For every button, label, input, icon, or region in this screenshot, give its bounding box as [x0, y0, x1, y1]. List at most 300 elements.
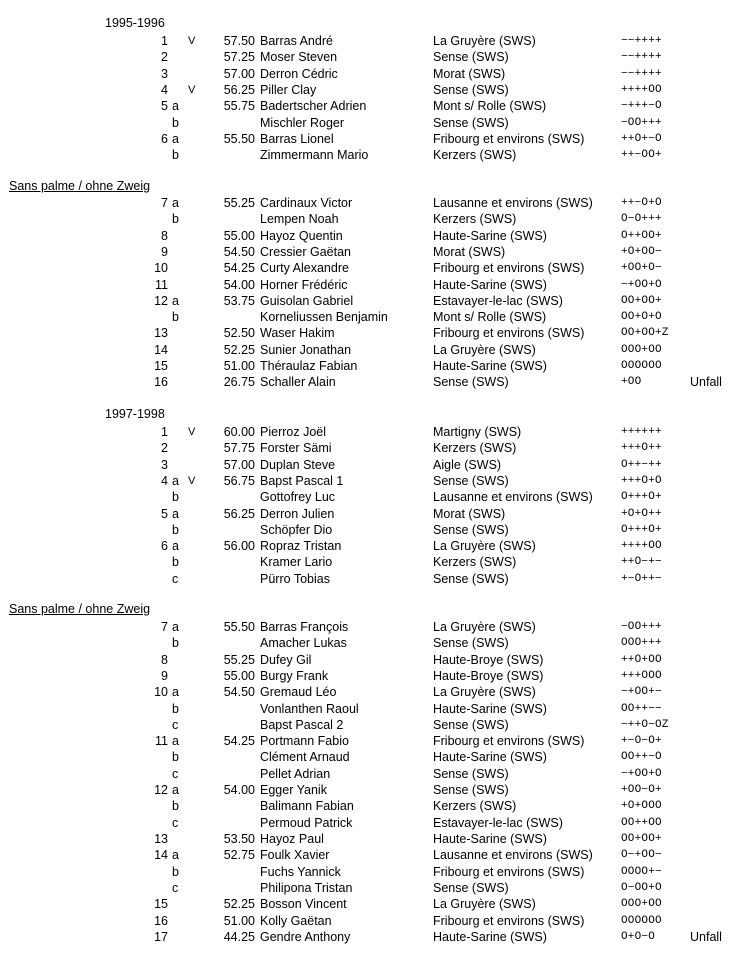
athlete-name: Badertscher Adrien [260, 99, 367, 114]
result-row [0, 489, 744, 505]
rank: 7 [161, 196, 168, 210]
result-series: O−OO+O [621, 881, 662, 894]
athlete-name: Gendre Anthony [260, 929, 351, 944]
result-series: +OO [621, 376, 642, 389]
sub-rank: c [172, 880, 179, 895]
result-series: −−++++ [621, 35, 662, 47]
rank: 13 [154, 832, 168, 847]
score: 51.00 [223, 359, 255, 374]
sub-rank: b [172, 701, 179, 716]
result-series: O++−++ [621, 458, 662, 471]
result-series: O−O+++ [621, 213, 662, 226]
result-series: +++O+O [621, 474, 662, 487]
athlete-name: Hayoz Paul [260, 832, 324, 847]
club: Fribourg et environs (SWS) [433, 131, 585, 146]
club: Sense (SWS) [433, 766, 509, 781]
result-series: OO+OO+ [621, 294, 662, 307]
result-row [0, 277, 744, 293]
club: Morat (SWS) [433, 66, 506, 81]
result-row [0, 896, 744, 912]
club: Lausanne et environs (SWS) [433, 196, 593, 210]
result-row [0, 929, 744, 945]
result-series: −OO+++ [621, 116, 662, 129]
club: Estavayer-le-lac (SWS) [433, 815, 563, 830]
club: Fribourg et environs (SWS) [433, 734, 585, 749]
club: Kerzers (SWS) [433, 212, 517, 227]
athlete-name: Théraulaz Fabian [260, 359, 358, 374]
club: Fribourg et environs (SWS) [433, 913, 585, 928]
result-row [0, 293, 744, 309]
athlete-name: Pierroz Joël [260, 425, 326, 439]
result-series: −−++++ [621, 67, 662, 80]
club: Haute-Broye (SWS) [433, 652, 544, 667]
result-series: +OO+O− [621, 262, 662, 275]
club: Sense (SWS) [433, 717, 509, 732]
score: 53.50 [223, 832, 255, 847]
rank: 12 [154, 293, 168, 308]
score: 56.75 [223, 473, 255, 488]
club: Sense (SWS) [433, 50, 509, 65]
score: 55.25 [223, 652, 255, 667]
result-series: OO++OO [621, 816, 662, 829]
score: 55.50 [223, 131, 255, 146]
result-series: −−++++ [621, 51, 662, 64]
sub-rank: a [172, 293, 179, 308]
club: Aigle (SWS) [433, 457, 502, 472]
athlete-name: Schöpfer Dio [260, 522, 333, 537]
result-row [0, 325, 744, 341]
note: Unfall [690, 375, 722, 390]
result-series: −++O−OZ [621, 718, 669, 731]
sub-rank: b [172, 115, 179, 130]
result-series: −+++−O [621, 100, 662, 113]
result-series: O−+OO− [621, 849, 662, 862]
sub-rank: b [172, 555, 179, 570]
club: La Gruyère (SWS) [433, 620, 536, 634]
athlete-name: Philipona Tristan [260, 880, 353, 895]
rank: 2 [161, 50, 168, 65]
score: 54.00 [223, 783, 255, 798]
result-row [0, 115, 744, 131]
result-row [0, 652, 744, 668]
score: 55.75 [223, 99, 255, 114]
result-row [0, 635, 744, 651]
result-series: −+OO+O [621, 278, 662, 291]
sub-rank: b [172, 490, 179, 505]
athlete-name: Gremaud Léo [260, 685, 337, 700]
result-series: ++++OO [621, 540, 662, 553]
score: 57.75 [223, 441, 255, 456]
rank: 15 [154, 897, 168, 912]
sub-rank: a [172, 620, 179, 634]
palm-mark: V [188, 426, 196, 438]
sub-rank: a [172, 539, 179, 554]
score: 55.00 [223, 228, 255, 243]
athlete-name: Bapst Pascal 1 [260, 473, 344, 488]
sub-rank: b [172, 864, 179, 879]
sub-rank: c [172, 766, 179, 781]
athlete-name: Horner Frédéric [260, 277, 348, 292]
result-row [0, 522, 744, 538]
result-row [0, 374, 744, 390]
club: Haute-Sarine (SWS) [433, 701, 547, 716]
athlete-name: Duplan Steve [260, 457, 336, 472]
result-series: ++O−+− [621, 556, 662, 569]
result-row [0, 619, 744, 635]
club: Sense (SWS) [433, 522, 509, 537]
result-series: ++O+OO [621, 653, 662, 666]
club: Sense (SWS) [433, 571, 509, 586]
athlete-name: Derron Julien [260, 506, 335, 521]
score: 57.00 [223, 66, 255, 81]
result-series: −OO+++ [621, 621, 662, 633]
sub-rank: a [172, 848, 179, 863]
club: Sense (SWS) [433, 783, 509, 798]
athlete-name: Amacher Lukas [260, 636, 347, 651]
club: Haute-Sarine (SWS) [433, 832, 547, 847]
result-row [0, 211, 744, 227]
rank: 5 [161, 506, 168, 521]
rank: 16 [154, 913, 168, 928]
rank: 5 [161, 99, 168, 114]
result-series: +OO−O+ [621, 784, 662, 797]
club: Kerzers (SWS) [433, 441, 517, 456]
sub-rank: a [172, 99, 179, 114]
athlete-name: Clément Arnaud [260, 750, 350, 765]
rank: 8 [161, 228, 168, 243]
result-row [0, 880, 744, 896]
athlete-name: Cressier Gaëtan [260, 244, 352, 259]
sub-rank: a [172, 473, 179, 488]
group-heading: Sans palme / ohne Zweig [9, 179, 151, 193]
result-series: OO+O+O [621, 311, 662, 324]
athlete-name: Lempen Noah [260, 212, 339, 227]
club: La Gruyère (SWS) [433, 34, 536, 48]
result-row [0, 847, 744, 863]
group-heading: Sans palme / ohne Zweig [9, 602, 151, 616]
athlete-name: Kolly Gaëtan [260, 913, 332, 928]
club: La Gruyère (SWS) [433, 539, 536, 554]
club: Morat (SWS) [433, 506, 506, 521]
score: 56.25 [223, 82, 255, 97]
result-row [0, 684, 744, 700]
result-row [0, 228, 744, 244]
club: Haute-Broye (SWS) [433, 668, 544, 683]
athlete-name: Forster Sämi [260, 441, 332, 456]
athlete-name: Pellet Adrian [260, 766, 331, 781]
result-series: −+OO+O [621, 767, 662, 780]
sub-rank: a [172, 734, 179, 749]
rank: 6 [161, 539, 168, 554]
result-row [0, 260, 744, 276]
athlete-name: Piller Clay [260, 82, 317, 97]
rank: 8 [161, 652, 168, 667]
club: Lausanne et environs (SWS) [433, 848, 593, 863]
result-row [0, 506, 744, 522]
rank: 4 [161, 82, 168, 97]
athlete-name: Egger Yanik [260, 783, 327, 798]
club: Kerzers (SWS) [433, 555, 517, 570]
result-row [0, 309, 744, 325]
score: 52.50 [223, 326, 255, 341]
score: 54.50 [223, 244, 255, 259]
result-row [0, 766, 744, 782]
result-row [0, 571, 744, 587]
result-series: OO+OO+Z [621, 327, 669, 340]
club: Sense (SWS) [433, 82, 509, 97]
sub-rank: b [172, 799, 179, 814]
club: Haute-Sarine (SWS) [433, 359, 547, 374]
club: Haute-Sarine (SWS) [433, 750, 547, 765]
score: 54.00 [223, 277, 255, 292]
rank: 16 [154, 375, 168, 390]
score: 56.25 [223, 506, 255, 521]
rank: 11 [155, 277, 168, 292]
result-series: +++OOO [621, 669, 662, 682]
note: Unfall [690, 929, 722, 944]
result-series: O++OO+ [621, 229, 662, 242]
palm-mark: V [188, 35, 196, 47]
rank: 9 [161, 244, 168, 259]
athlete-name: Ropraz Tristan [260, 539, 342, 554]
sub-rank: a [172, 196, 179, 210]
athlete-name: Zimmermann Mario [260, 148, 369, 163]
rank: 17 [154, 929, 168, 944]
athlete-name: Barras André [260, 34, 333, 48]
club: Kerzers (SWS) [433, 799, 517, 814]
rank: 1 [161, 34, 168, 48]
result-row [0, 749, 744, 765]
result-series: OOOO+− [621, 865, 662, 878]
result-series: −+OO+− [621, 686, 662, 699]
sub-rank: b [172, 148, 179, 163]
result-series: +O+OOO [621, 800, 662, 813]
rank: 6 [161, 131, 168, 146]
result-series: OOO+OO [621, 898, 662, 911]
rank: 4 [161, 473, 168, 488]
result-row [0, 717, 744, 733]
score: 60.00 [223, 425, 255, 439]
rank: 13 [154, 326, 168, 341]
result-row [0, 147, 744, 163]
result-row [0, 913, 744, 929]
result-row [0, 782, 744, 798]
club: La Gruyère (SWS) [433, 685, 536, 700]
club: Estavayer-le-lac (SWS) [433, 293, 563, 308]
result-series: OOOOOO [621, 914, 662, 927]
result-series: ++++++ [621, 426, 662, 438]
club: Mont s/ Rolle (SWS) [433, 99, 547, 114]
club: Sense (SWS) [433, 636, 509, 651]
rank: 15 [154, 359, 168, 374]
club: Mont s/ Rolle (SWS) [433, 310, 547, 325]
result-series: +O+OO− [621, 245, 662, 258]
result-row [0, 82, 744, 98]
score: 54.25 [223, 261, 255, 276]
rank: 1 [161, 425, 168, 439]
score: 55.50 [223, 620, 255, 634]
club: La Gruyère (SWS) [433, 897, 536, 912]
club: Haute-Sarine (SWS) [433, 228, 547, 243]
score: 51.00 [223, 913, 255, 928]
sub-rank: a [172, 131, 179, 146]
result-row [0, 733, 744, 749]
club: Lausanne et environs (SWS) [433, 490, 593, 505]
result-row [0, 440, 744, 456]
score: 44.25 [223, 929, 255, 944]
athlete-name: Balimann Fabian [260, 799, 354, 814]
result-row [0, 864, 744, 880]
score: 57.25 [223, 50, 255, 65]
result-series: +++O++ [621, 442, 662, 455]
result-series: ++−O+O [621, 197, 662, 209]
club: Sense (SWS) [433, 375, 509, 390]
result-series: O+O−O [621, 930, 656, 943]
result-row [0, 98, 744, 114]
athlete-name: Vonlanthen Raoul [260, 701, 359, 716]
sub-rank: b [172, 212, 179, 227]
athlete-name: Sunier Jonathan [260, 342, 352, 357]
palm-mark: V [188, 83, 196, 96]
result-row [0, 473, 744, 489]
result-series: OO++−O [621, 751, 662, 764]
palm-mark: V [188, 474, 196, 487]
club: Sense (SWS) [433, 115, 509, 130]
sub-rank: b [172, 522, 179, 537]
result-row [0, 701, 744, 717]
sub-rank: b [172, 310, 179, 325]
result-row [0, 668, 744, 684]
sub-rank: a [172, 685, 179, 700]
rank: 14 [154, 342, 168, 357]
rank: 14 [154, 848, 168, 863]
result-row [0, 457, 744, 473]
score: 57.50 [223, 34, 255, 48]
score: 57.00 [223, 457, 255, 472]
athlete-name: Waser Hakim [260, 326, 335, 341]
result-series: O+++O+ [621, 491, 662, 504]
club: Sense (SWS) [433, 880, 509, 895]
score: 53.75 [223, 293, 255, 308]
result-row [0, 66, 744, 82]
result-series: ++++OO [621, 83, 662, 96]
rank: 10 [154, 685, 168, 700]
club: Kerzers (SWS) [433, 148, 517, 163]
score: 54.25 [223, 734, 255, 749]
sub-rank: a [172, 506, 179, 521]
result-row [0, 33, 744, 49]
section-title: 1997-1998 [105, 407, 165, 421]
rank: 7 [161, 620, 168, 634]
sub-rank: c [172, 571, 179, 586]
athlete-name: Bapst Pascal 2 [260, 717, 344, 732]
athlete-name: Barras Lionel [260, 131, 334, 146]
result-row [0, 538, 744, 554]
rank: 3 [161, 457, 168, 472]
result-row [0, 815, 744, 831]
sub-rank: b [172, 750, 179, 765]
club: Morat (SWS) [433, 244, 506, 259]
club: Haute-Sarine (SWS) [433, 277, 547, 292]
athlete-name: Hayoz Quentin [260, 228, 343, 243]
athlete-name: Guisolan Gabriel [260, 293, 354, 308]
result-row [0, 554, 744, 570]
sub-rank: c [172, 815, 179, 830]
athlete-name: Fuchs Yannick [260, 864, 341, 879]
athlete-name: Permoud Patrick [260, 815, 353, 830]
result-series: OOOOOO [621, 360, 662, 373]
club: Sense (SWS) [433, 473, 509, 488]
rank: 9 [161, 668, 168, 683]
result-series: OOO+++ [621, 637, 662, 650]
result-series: O+++O+ [621, 523, 662, 536]
club: Martigny (SWS) [433, 425, 522, 439]
rank: 12 [154, 783, 168, 798]
score: 52.75 [223, 848, 255, 863]
result-row [0, 342, 744, 358]
rank: 2 [161, 441, 168, 456]
club: Fribourg et environs (SWS) [433, 261, 585, 276]
rank: 11 [155, 734, 168, 749]
score: 52.25 [223, 342, 255, 357]
score: 52.25 [223, 897, 255, 912]
result-series: +O+O++ [621, 507, 662, 520]
athlete-name: Cardinaux Victor [260, 196, 353, 210]
result-row [0, 131, 744, 147]
result-series: OO++−− [621, 702, 662, 715]
athlete-name: Bosson Vincent [260, 897, 347, 912]
athlete-name: Mischler Roger [260, 115, 345, 130]
club: Fribourg et environs (SWS) [433, 864, 585, 879]
athlete-name: Schaller Alain [260, 375, 336, 390]
sub-rank: b [172, 636, 179, 651]
section-title: 1995-1996 [105, 16, 165, 30]
result-row [0, 831, 744, 847]
athlete-name: Foulk Xavier [260, 848, 330, 863]
athlete-name: Kramer Lario [260, 555, 333, 570]
club: Fribourg et environs (SWS) [433, 326, 585, 341]
result-series: ++−OO+ [621, 149, 662, 162]
score: 55.00 [223, 668, 255, 683]
rank: 10 [154, 261, 168, 276]
result-row [0, 798, 744, 814]
club: La Gruyère (SWS) [433, 342, 536, 357]
athlete-name: Derron Cédric [260, 66, 338, 81]
result-series: ++O+−O [621, 132, 662, 145]
result-series: +−O−O+ [621, 735, 662, 748]
sub-rank: a [172, 783, 179, 798]
result-series: OOO+OO [621, 343, 662, 356]
result-row [0, 424, 744, 440]
result-row [0, 195, 744, 211]
result-row [0, 49, 744, 65]
rank: 3 [161, 66, 168, 81]
athlete-name: Barras François [260, 620, 349, 634]
athlete-name: Curty Alexandre [260, 261, 349, 276]
score: 56.00 [223, 539, 255, 554]
athlete-name: Pürro Tobias [260, 571, 330, 586]
athlete-name: Dufey Gil [260, 652, 312, 667]
club: Haute-Sarine (SWS) [433, 929, 547, 944]
score: 54.50 [223, 685, 255, 700]
athlete-name: Portmann Fabio [260, 734, 349, 749]
result-row [0, 244, 744, 260]
score: 55.25 [223, 196, 255, 210]
athlete-name: Korneliussen Benjamin [260, 310, 388, 325]
result-row [0, 358, 744, 374]
score: 26.75 [223, 375, 255, 390]
sub-rank: c [172, 717, 179, 732]
